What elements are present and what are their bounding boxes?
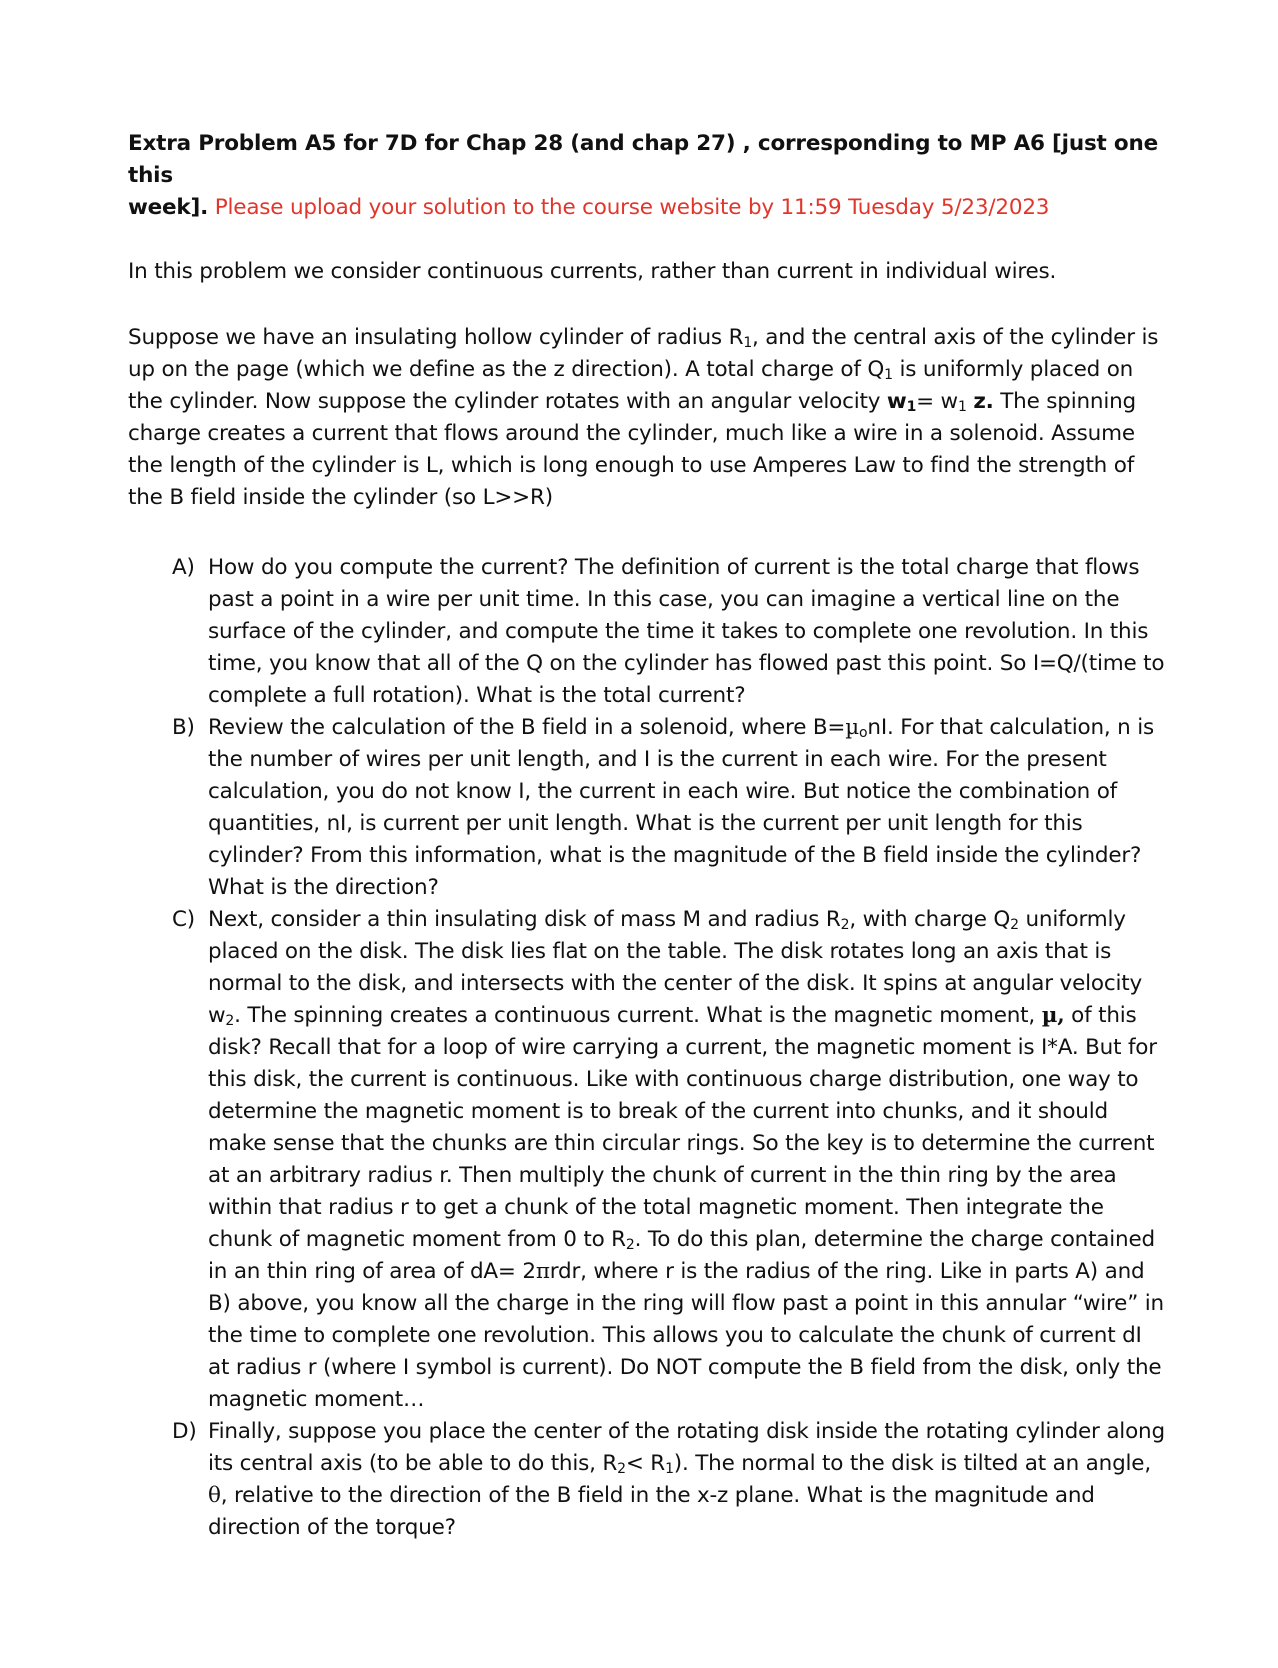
part-c-label: C) <box>172 907 196 932</box>
setup-paragraph: Suppose we have an insulating hollow cylinder of radius $R_1$, and the central axis of the cylinder is up on the page (which we define as the z direction). A total charge of $Q_1$ is uniformly placed on the cylinder. Now suppose the cylinder rotates with an angular velocity $w_1= w_1$ z. The spinning charge creates a current that flows around the cylinder, much like a wire in a solenoid. Assume the length of the cylinder is L, which is long enough to use Amperes Law to find the strength of the B field inside the cylinder (so L>>R) <box>128 325 1159 510</box>
deadline-notice: Please upload your solution to the course website by 11:59 Tuesday 5/23/2023 <box>214 195 1050 220</box>
part-b-label: B) <box>172 715 195 740</box>
question-parts-list <box>128 552 1168 1544</box>
title-bold-end: week]. <box>128 195 209 220</box>
part-d: D) Finally, suppose you place the center of the rotating disk inside the rotating cylinder along its central axis (to be able to do this, $R_2< R_1$). The normal to the disk is tilted at an angle, θ, relative to the direction of the B field in the x-z plane. What is the magnitude and direction of the torque? <box>128 1416 1168 1544</box>
part-c: C) Next, consider a thin insulating disk of mass M and radius $R_2$, with charge $Q_2$ uniformly placed on the disk. The disk lies flat on the table. The disk rotates long an axis that is normal to the disk, and intersects with the center of the disk. It spins at angular velocity $w_2$. The spinning creates a continuous current. What is the magnetic moment, µ, of this disk? Recall that for a loop of wire carrying a current, the magnetic moment is I*A. But for this disk, the current is continuous. Like with continuous charge distribution, one way to determine the magnetic moment is to break of the current into chunks, and it should make sense that the chunks are thin circular rings. So the key is to determine the current at an arbitrary radius r. Then multiply the chunk of current in the thin ring by the area within that radius r to get a chunk of the total magnetic moment. Then integrate the chunk of magnetic moment from 0 to $R_2$. To do this plan, determine the charge contained in an thin ring of area of dA= 2πrdr, where r is the radius of the ring. Like in parts A) and B) above, you know all the charge in the ring will flow past a point in this annular “wire” in the time to complete one revolution. This allows you to calculate the chunk of current dI at radius r (where I symbol is current). Do NOT compute the B field from the disk, only the magnetic moment… <box>128 904 1168 1416</box>
z-unit-vector: z. <box>973 389 994 414</box>
title-bold-line: Extra Problem A5 for 7D for Chap 28 (and chap 27) , corresponding to MP A6 [just one this <box>128 131 1158 188</box>
problem-title <box>128 128 1168 224</box>
angular-velocity-vector: $w_1$ <box>886 389 917 415</box>
part-a-text: How do you compute the current? The definition of current is the total charge that flows past a point in a wire per unit time. In this case, you can imagine a vertical line on the surface of the cylinder, and compute the time it takes to complete one revolution. In this time, you know that all of the Q on the cylinder has flowed past this point. So I=Q/(time to complete a full rotation). What is the total current? <box>208 555 1165 708</box>
document-page <box>128 128 1168 1544</box>
part-a-label: A) <box>172 555 195 580</box>
part-d-label: D) <box>172 1419 197 1444</box>
intro-paragraph: In this problem we consider continuous currents, rather than current in individual wires. <box>128 259 1057 284</box>
part-a <box>128 552 1168 712</box>
part-b: B) Review the calculation of the B field in a solenoid, where B=µ$_o$nI. For that calculation, n is the number of wires per unit length, and I is the current in each wire. For the present calculation, you do not know I, the current in each wire. But notice the combination of quantities, nI, is current per unit length. What is the current per unit length for this cylinder? From this information, what is the magnitude of the B field inside the cylinder? What is the direction? <box>128 712 1168 904</box>
